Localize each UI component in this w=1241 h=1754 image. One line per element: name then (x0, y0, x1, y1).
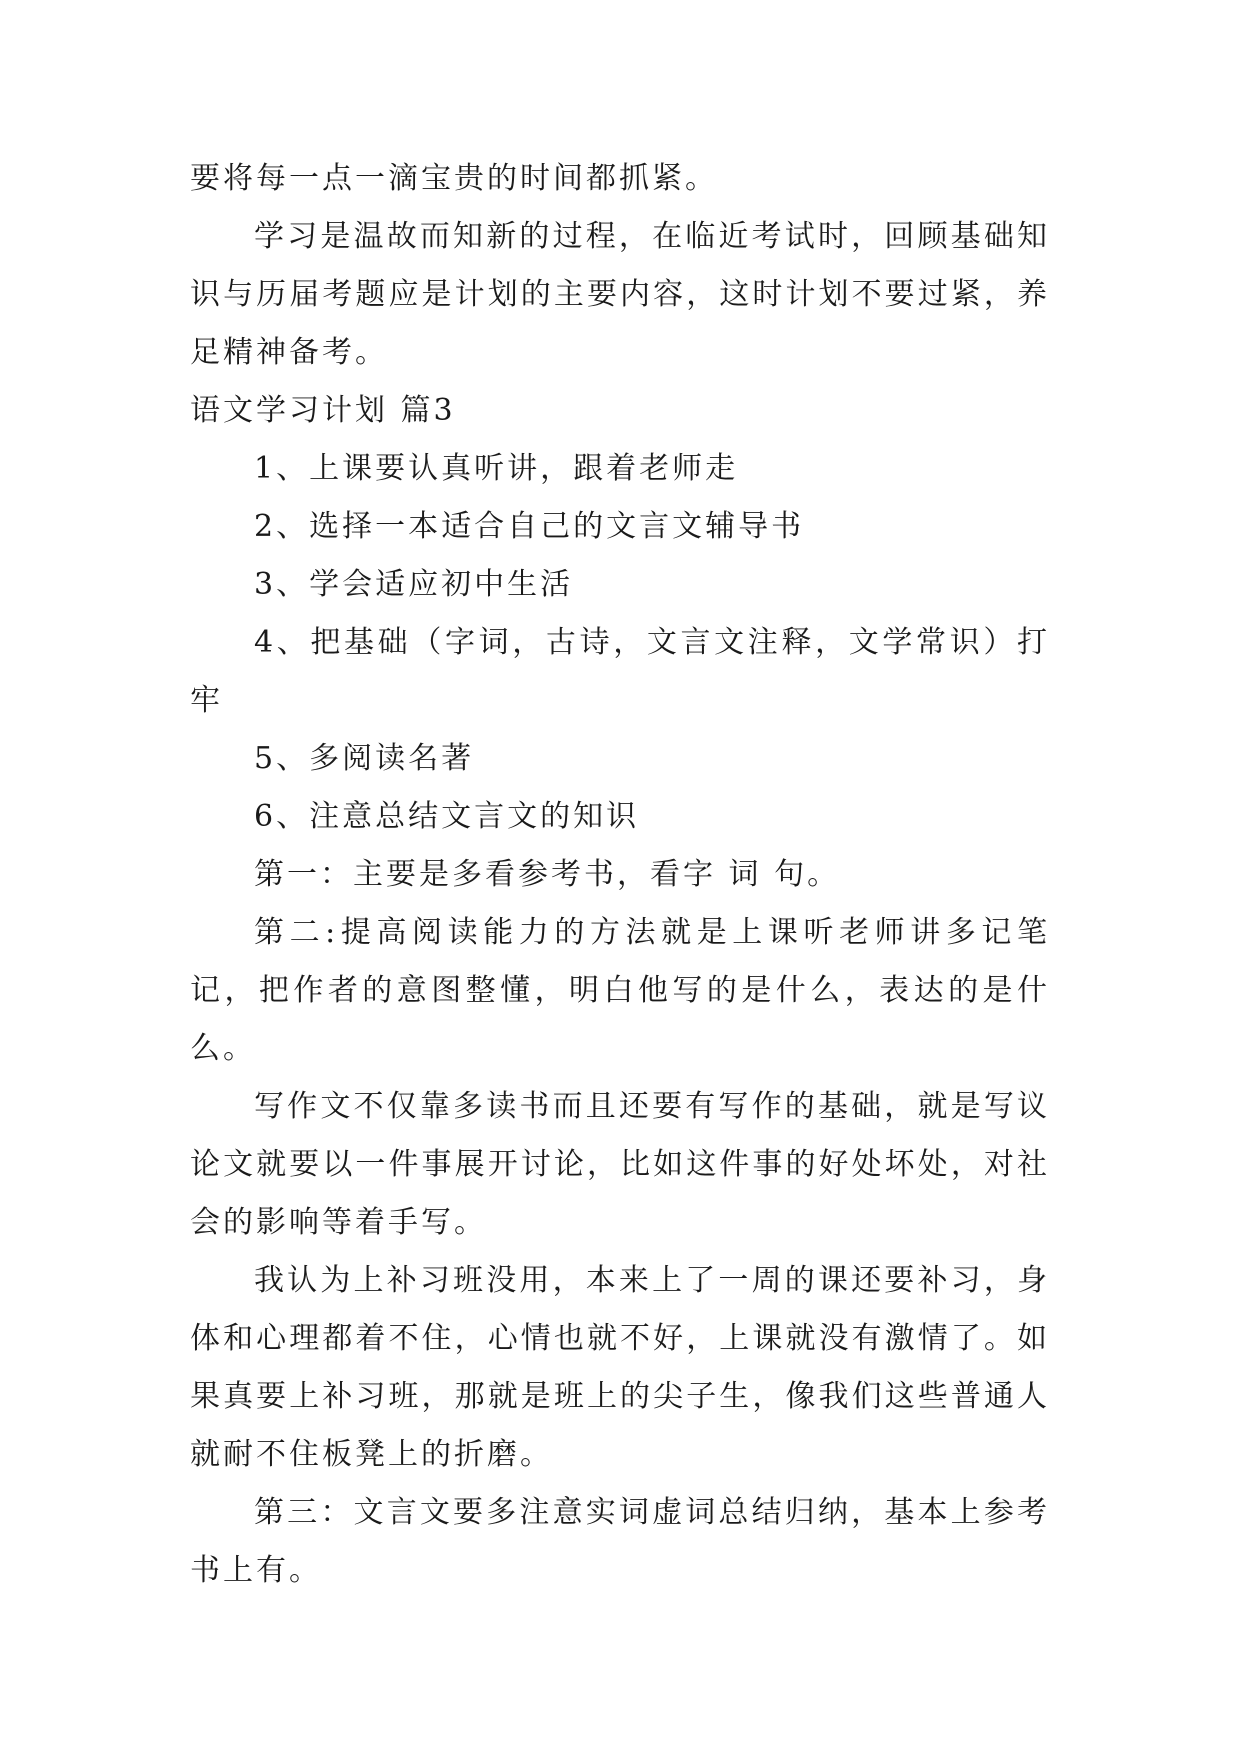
list-item: 2、选择一本适合自己的文言文辅导书 (254, 509, 805, 544)
paragraph: 我认为上补习班没用，本来上了一周的课还要补习，身体和心理都着不住，心情也就不好，上课就没有激情了。如果真要上补习班，那就是班上的尖子生，像我们这些普通人就耐不住板凳上的折磨。 (190, 1263, 1050, 1472)
section-heading: 语文学习计划 篇3 (190, 393, 456, 428)
list-item: 1、上课要认真听讲，跟着老师走 (254, 451, 739, 486)
paragraph: 要将每一点一滴宝贵的时间都抓紧。 (190, 161, 718, 196)
paragraph: 第一：主要是多看参考书，看字 词 句。 (254, 857, 841, 892)
paragraph: 学习是温故而知新的过程，在临近考试时，回顾基础知识与历届考题应是计划的主要内容，这时计划不要过紧，养足精神备考。 (190, 219, 1050, 370)
paragraph: 写作文不仅靠多读书而且还要有写作的基础，就是写议论文就要以一件事展开讨论，比如这件事的好处坏处，对社会的影响等着手写。 (190, 1089, 1050, 1240)
paragraph: 第二:提高阅读能力的方法就是上课听老师讲多记笔记，把作者的意图整懂，明白他写的是什么，表达的是什么。 (190, 915, 1050, 1066)
list-item: 4、把基础（字词，古诗，文言文注释，文学常识）打牢 (190, 625, 1050, 718)
list-item: 5、多阅读名著 (254, 741, 475, 776)
document-page (190, 150, 1050, 1600)
list-item: 6、注意总结文言文的知识 (254, 799, 640, 834)
list-item: 3、学会适应初中生活 (254, 567, 574, 602)
paragraph: 第三：文言文要多注意实词虚词总结归纳，基本上参考书上有。 (190, 1495, 1050, 1588)
